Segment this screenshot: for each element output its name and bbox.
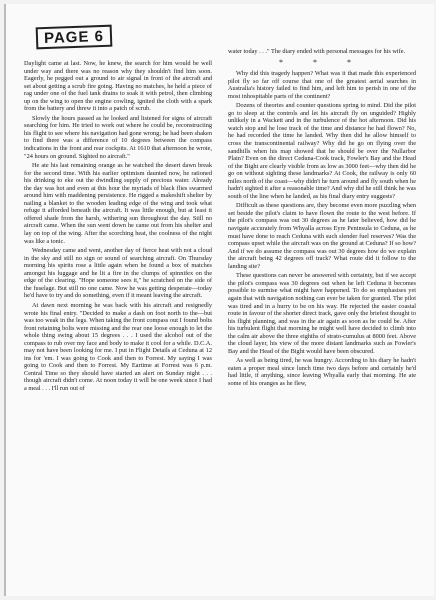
paragraph: Daylight came at last. Now, he knew, the search for him would be well under way and there was no reason why they shouldn't find him soon. Eagerly, he pegged out a ground to air signal in front of the aircraft and set about getting a scrub fire going. Having no matches, he held a piece of rag under one of the fuel tank drains to soak it with petrol, then climbing up on the wing to open the engine cowling, ignited the cloth with a spark from the battery and threw it into a patch of scrub. (24, 60, 212, 113)
right-column (228, 48, 416, 390)
paragraph: At dawn next morning he was back with his aircraft and resignedly wrote his final entry. "Decided to make a dash on foot north to the—but was too weak in the legs. When taking the front compass out I found bolts front retaining bolts were missing and the rear one loose enough to let the whole thing swing about 15 degrees . . . I used the alcohol out of the compass to rub over my face and body to make it cool for a while. D.C.A. may not have been looking for me. I put in Flight Details at Ceduna at 12 ins for 'em. I was going to Cook and then to Forrest. My saying I was going to Cook and then to Forrest. My Eartime at Forrest was 6 p.m. Central Time so they should have started an alert on Sunday night . . . though aircraft didn't come. At noon today it will be one week since I had a meal . . . I'll run out of (24, 301, 212, 392)
document-page (4, 4, 434, 596)
left-column (24, 60, 212, 395)
paragraph: Dozens of theories and counter questions spring to mind. Did the pilot go to sleep at the controls and let his aircraft fly on unguided? Highly unlikely in a Wackett and in the turbulence of the hot afternoon. Did his watch stop and he lose track of the time and distance he had flown? No, he had recorded the time he landed. Why then did he allow himself to cross the transcontinental railway? Why did he go on flying over the sandhills when his map showed that he should be over the Nullarbor Plain? Even on the direct Ceduna-Cook track, Fowler's Bay and the Head of the Bight are clearly visible from as low as 3000 feet—why then did he go on without sighting these landmarks? At Cook, the railway is only 60 miles north of the coast—why didn't he turn around and fly south when he hadn't sighted it after a reasonable time? And why did he still think he was south of the line when he landed, as his final diary entry suggests? (228, 102, 416, 200)
section-break-stars: * * * (279, 57, 365, 67)
paragraph: Why did this tragedy happen? What was it that made this experienced pilot fly so far off course that one of the greatest aerial searches in Australia's history failed to find him, and left him to perish in one of the most inhospitable parts of the continent? (228, 70, 416, 100)
paragraph: Wednesday came and went, another day of fierce heat with not a cloud in the sky and still no sign or sound of searching aircraft. On Thursday morning his spirits rose a little again when he found a box of matches amongst his luggage and he lit a fire in the clumps of spinnifex on the edge of the clearing. "Hope someone sees it," he scratched on the side of the fuselage. But still no one came. Now he was getting desperate—today he'd have to try and do something, even if it meant leaving the aircraft. (24, 247, 212, 300)
paragraph: These questions can never be answered with certainty, but if we accept the pilot's compass was 30 degrees out when he left Ceduna it becomes possible to surmise what might have happened. To do so emphasises yet again that with navigation nothing can ever be taken for granted. The pilot was tired and in a hurry to be on his way. He rejected the easier coastal route in favour of the shorter direct track, gave only the briefest thought to his flight planning, and was in the air again as soon as he could be. After his turbulent flight that morning he might well have decided to climb into the calm air above the three eighths of strato-cumulus at 8000 feet. Above the cloud layer, his view of the more distant landmarks such as Fowler's Bay and the Head of the Bight would have been obscured. (228, 272, 416, 355)
page-label-stamp: PAGE 6 (36, 25, 113, 50)
paragraph: Slowly the hours passed as he looked and listened for signs of aircraft searching for him. He tried to work out where he could be, reconstructing his flight to see where his navigation had gone wrong; he had been shaken to find there was a difference of 10 degrees between the compass indications in the front and rear cockpits. At 1610 that afternoon he wrote, "24 hours on ground. Sighted no aircraft." (24, 114, 212, 160)
paragraph: water today . . ." The diary ended with personal messages for his wife. (228, 48, 406, 55)
paragraph: As well as being tired, he was hungry. According to his diary he hadn't eaten a proper meal since lunch time two days before and certainly he'd had little, if anything, since leaving Whyalla early that morning. He ate some of his oranges as he flew, (228, 357, 416, 387)
paragraph: He ate his last remaining orange as he watched the desert dawn break for the second time. With his earlier optimism daunted now, he rationed his drinking to eke out the dwindling supply of precious water. Already the day was hot and even at this hour the myriads of black flies swarmed around him with maddening persistence. He rigged a makeshift shelter by nailing a blanket to the wooden leading edge of the wing and took what refuge it afforded beneath the aircraft. It was little enough, but at least it offered shade from the harsh, withering sun throughout the day. Still no aircraft came. When the sun went down he came out from his shelter and lay on top of the wing. After the scorching heat, the coolness of the night was like a tonic. (24, 162, 212, 245)
paragraph: Difficult as these questions are, they become even more puzzling when set beside the pilot's claim to have flown the route to the west before. If the pilot's compass was out 30 degrees as he later believed, how did he navigate accurately from Whyalla across Eyre Peninsula to Ceduna, as he must have done to reach Ceduna with such slender fuel reserves? Was the compass upset while the aircraft was on the ground at Ceduna? If so how? And if we do assume the compass was out 30 degrees how do we explain the aircraft being 42 degrees off track? What route did it follow to the landing site? (228, 202, 416, 270)
